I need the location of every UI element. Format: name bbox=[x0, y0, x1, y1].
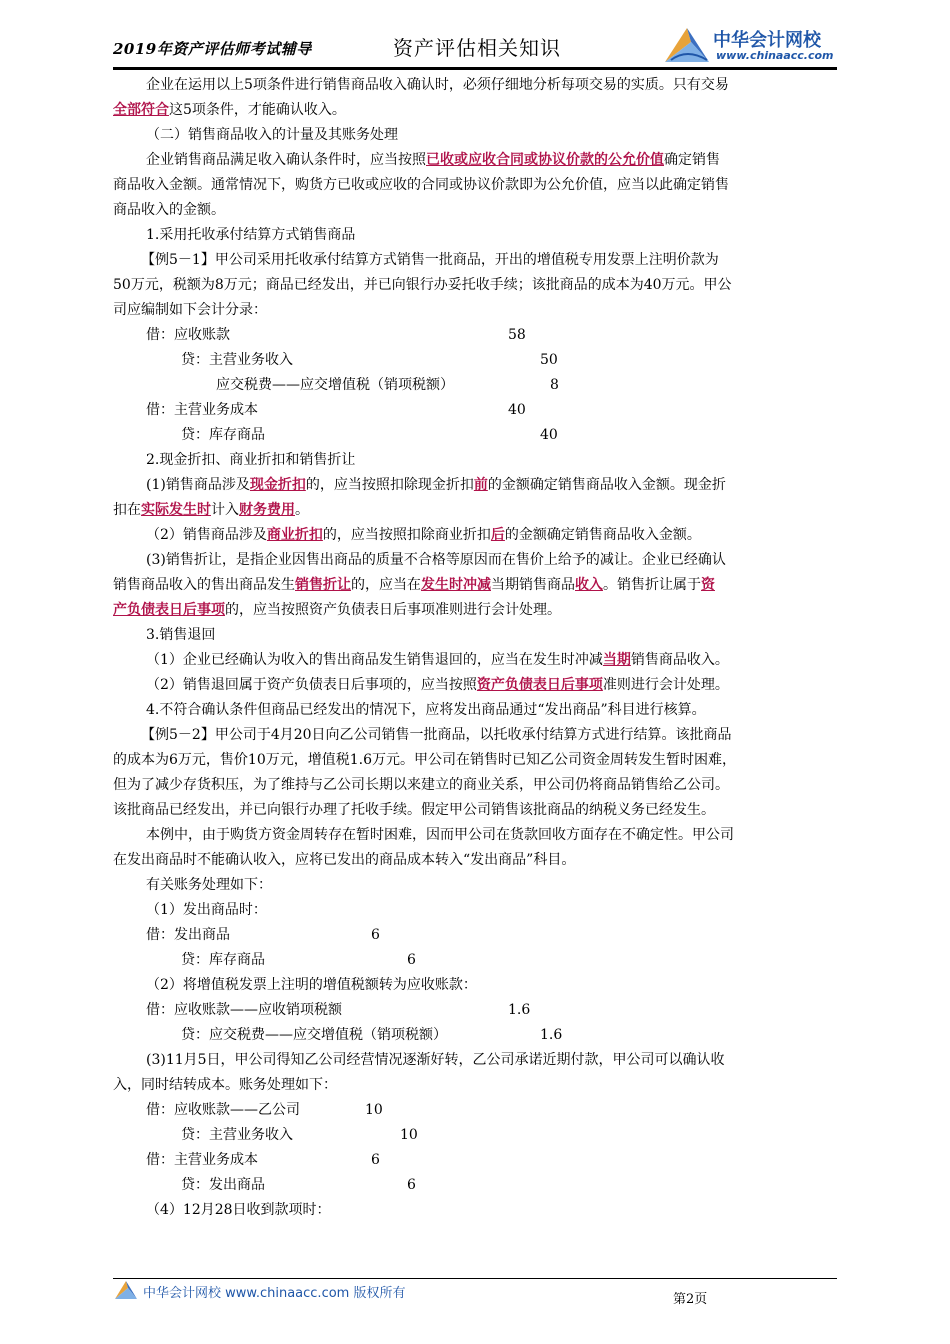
highlight: 资产负债表日后事项 bbox=[476, 677, 603, 693]
example-line: 司应编制如下会计分录： bbox=[113, 302, 267, 318]
highlight: 现金折扣 bbox=[249, 477, 306, 493]
example-line: 的成本为6万元，售价10万元，增值税1.6万元。甲公司在销售时已知乙公司资金周转发生暂时困难， bbox=[113, 752, 736, 768]
logo-mark-icon bbox=[661, 22, 713, 68]
journal-entry: 贷：主营业务收入 10 bbox=[181, 1127, 418, 1143]
paragraph-line: 企业在运用以上5项条件进行销售商品收入确认时，必须仔细地分析每项交易的实质。只有交易 bbox=[146, 77, 729, 93]
journal-entry: 借：应收账款 58 bbox=[146, 327, 526, 343]
highlight: 全部符合 bbox=[113, 102, 169, 118]
highlight: 发生时冲减 bbox=[421, 577, 491, 593]
header-divider bbox=[113, 67, 837, 70]
highlight: 已收或应收合同或协议价款的公允价值 bbox=[426, 152, 664, 168]
highlight: 财务费用 bbox=[239, 502, 295, 518]
header-course-title: 2019年资产评估师考试辅导 bbox=[113, 40, 312, 58]
journal-entry: 贷：应交税费——应交增值税（销项税额） 1.6 bbox=[181, 1027, 563, 1043]
logo-name: 中华会计网校 bbox=[713, 30, 821, 51]
journal-entry: 借：发出商品 6 bbox=[146, 927, 380, 943]
journal-entry: 贷：库存商品 6 bbox=[181, 952, 416, 968]
example-line: 该批商品已经发出，并已向银行办理了托收手续。假定甲公司销售该批商品的纳税义务已经发生。 bbox=[113, 802, 715, 818]
subsection-title: 3.销售退回 bbox=[146, 627, 216, 643]
paragraph-line: （2）销售退回属于资产负债表日后事项的，应当按照资产负债表日后事项准则进行会计处理。 bbox=[146, 677, 729, 693]
subsection-title: 1.采用托收承付结算方式销售商品 bbox=[146, 227, 356, 243]
page-header bbox=[113, 22, 837, 68]
paragraph-line: 商品收入的金额。 bbox=[113, 202, 225, 218]
journal-entry: 借：主营业务成本 6 bbox=[146, 1152, 380, 1168]
footer-copyright: 中华会计网校 www.chinaacc.com 版权所有 bbox=[143, 1286, 406, 1301]
journal-entry: 贷：库存商品 40 bbox=[181, 427, 558, 443]
page-number: 第2页 bbox=[673, 1292, 708, 1307]
footer-divider bbox=[113, 1278, 837, 1279]
step-title: （2）将增值税发票上注明的增值税额转为应收账款： bbox=[146, 977, 477, 993]
step-title: （4）12月28日收到款项时： bbox=[146, 1202, 331, 1218]
subsection-title: 2.现金折扣、商业折扣和销售折让 bbox=[146, 452, 356, 468]
example-line: 本例中，由于购货方资金周转存在暂时困难，因而甲公司在货款回收方面存在不确定性。甲公司 bbox=[146, 827, 734, 843]
paragraph-line: 销售商品收入的售出商品发生销售折让的，应当在发生时冲减当期销售商品收入。销售折让属于资 bbox=[113, 577, 715, 593]
paragraph-line: （2）销售商品涉及商业折扣的，应当按照扣除商业折扣后的金额确定销售商品收入金额。 bbox=[146, 527, 701, 543]
paragraph-line: 扣在实际发生时计入财务费用。 bbox=[113, 502, 309, 518]
highlight: 实际发生时 bbox=[141, 502, 211, 518]
highlight: 资 bbox=[701, 577, 715, 593]
paragraph-line: (3)销售折让，是指企业因售出商品的质量不合格等原因而在售价上给予的减让。企业已经确认 bbox=[146, 552, 726, 568]
paragraph-line: 全部符合这5项条件，才能确认收入。 bbox=[113, 102, 346, 118]
highlight: 当期 bbox=[602, 652, 631, 668]
journal-entry: 借：应收账款——应收销项税额 1.6 bbox=[146, 1002, 531, 1018]
step-title: 入，同时结转成本。账务处理如下： bbox=[113, 1077, 337, 1093]
header-subject-title: 资产评估相关知识 bbox=[393, 36, 561, 60]
example-line: 【例5－2】甲公司于4月20日向乙公司销售一批商品，以托收承付结算方式进行结算。该批商品 bbox=[141, 727, 732, 743]
page-footer bbox=[113, 1272, 837, 1312]
paragraph-line: 产负债表日后事项的，应当按照资产负债表日后事项准则进行会计处理。 bbox=[113, 602, 561, 618]
highlight: 收入 bbox=[575, 577, 603, 593]
paragraph-line: 商品收入金额。通常情况下，购货方已收或应收的合同或协议价款即为公允价值，应当以此确定销售 bbox=[113, 177, 729, 193]
step-title: (3)11月5日，甲公司得知乙公司经营情况逐渐好转，乙公司承诺近期付款，甲公司可以确认收 bbox=[146, 1052, 725, 1068]
highlight: 销售折让 bbox=[295, 577, 351, 593]
highlight: 商业折扣 bbox=[266, 527, 323, 543]
paragraph-line: 企业销售商品满足收入确认条件时，应当按照已收或应收合同或协议价款的公允价值确定销售 bbox=[146, 152, 720, 168]
example-line: 有关账务处理如下： bbox=[146, 877, 272, 893]
example-line: 在发出商品时不能确认收入，应将已发出的商品成本转入“发出商品”科目。 bbox=[113, 852, 576, 868]
journal-entry: 应交税费——应交增值税（销项税额） 8 bbox=[216, 377, 559, 393]
example-line: 但为了减少存货积压，为了维持与乙公司长期以来建立的商业关系，甲公司仍将商品销售给乙公司。 bbox=[113, 777, 729, 793]
paragraph-line: （1）企业已经确认为收入的售出商品发生销售退回的，应当在发生时冲减当期销售商品收入。 bbox=[146, 652, 729, 668]
journal-entry: 贷：主营业务收入 50 bbox=[181, 352, 558, 368]
logo-url: www.chinaacc.com bbox=[716, 49, 834, 62]
example-line: 50万元，税额为8万元；商品已经发出，并已向银行办妥托收手续；该批商品的成本为40万元。甲公 bbox=[113, 277, 732, 293]
journal-entry: 借：主营业务成本 40 bbox=[146, 402, 526, 418]
highlight: 产负债表日后事项 bbox=[113, 602, 225, 618]
document-body bbox=[113, 73, 837, 1223]
highlight: 前 bbox=[473, 477, 488, 493]
highlight: 后 bbox=[490, 527, 505, 543]
journal-entry: 借：应收账款——乙公司 10 bbox=[146, 1102, 383, 1118]
logo-mark-icon bbox=[113, 1278, 139, 1302]
step-title: （1）发出商品时： bbox=[146, 902, 267, 918]
subsection-title: 4.不符合确认条件但商品已经发出的情况下，应将发出商品通过“发出商品”科目进行核算。 bbox=[146, 702, 706, 718]
header-logo bbox=[661, 22, 837, 68]
example-line: 【例5－1】甲公司采用托收承付结算方式销售一批商品，开出的增值税专用发票上注明价款为 bbox=[141, 252, 719, 268]
journal-entry: 贷：发出商品 6 bbox=[181, 1177, 416, 1193]
section-title: （二）销售商品收入的计量及其账务处理 bbox=[146, 127, 398, 143]
paragraph-line: (1)销售商品涉及现金折扣的，应当按照扣除现金折扣前的金额确定销售商品收入金额。现金折 bbox=[146, 477, 726, 493]
